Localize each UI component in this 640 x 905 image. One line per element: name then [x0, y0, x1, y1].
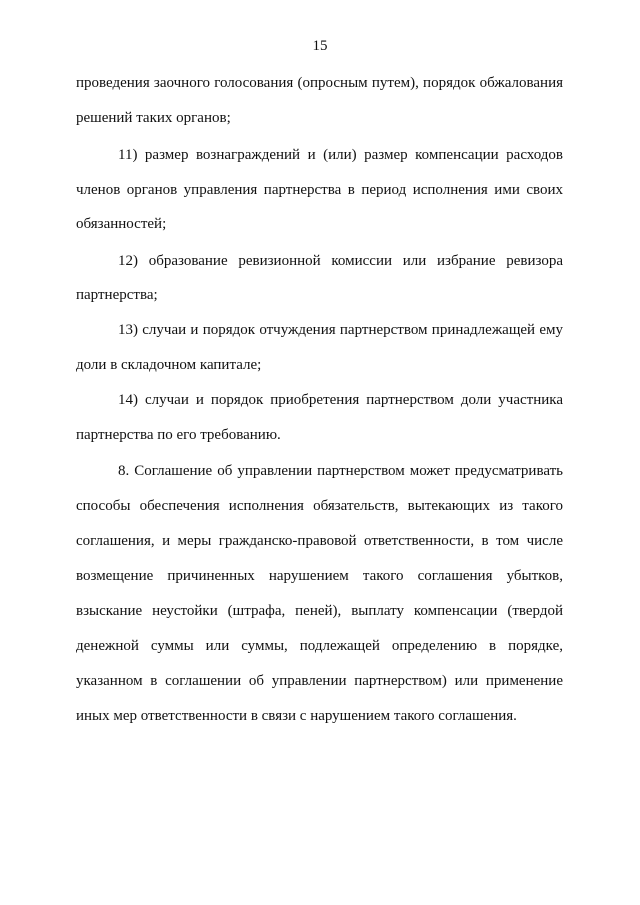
list-item-14: 14) случаи и порядок приобретения партнерством доли участника [118, 392, 563, 408]
text-line: денежной суммы или суммы, подлежащей определению в порядке, [76, 638, 563, 654]
text-line: доли в складочном капитале; [76, 357, 262, 373]
text-line: возмещение причиненных нарушением такого соглашения убытков, [76, 568, 563, 584]
text-line: обязанностей; [76, 216, 167, 232]
text-line: соглашения, и меры гражданско-правовой ответственности, в том числе [76, 533, 563, 549]
text-line: способы обеспечения исполнения обязательств, вытекающих из такого [76, 498, 563, 514]
text-line: проведения заочного голосования (опросным путем), порядок обжалования [76, 75, 563, 91]
paragraph-8-start: 8. Соглашение об управлении партнерством может предусматривать [118, 463, 563, 479]
text-line: указанном в соглашении об управлении партнерством) или применение [76, 673, 563, 689]
text-line: членов органов управления партнерства в период исполнения ими своих [76, 182, 563, 198]
page-number: 15 [312, 38, 328, 54]
text-line: партнерства по его требованию. [76, 427, 281, 443]
text-line: решений таких органов; [76, 110, 231, 126]
list-item-13: 13) случаи и порядок отчуждения партнерством принадлежащей ему [118, 322, 563, 338]
list-item-12: 12) образование ревизионной комиссии или избрание ревизора [118, 253, 563, 269]
list-item-11: 11) размер вознаграждений и (или) размер компенсации расходов [118, 147, 563, 163]
text-line: взыскание неустойки (штрафа, пеней), выплату компенсации (твердой [76, 603, 563, 619]
text-line: партнерства; [76, 287, 158, 303]
text-line: иных мер ответственности в связи с нарушением такого соглашения. [76, 708, 517, 724]
